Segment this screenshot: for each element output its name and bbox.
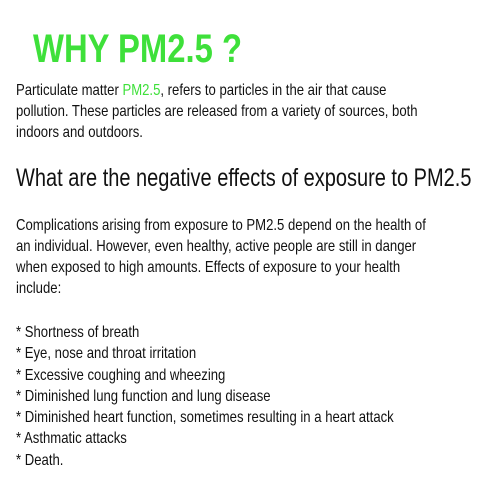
list-item: * Diminished lung function and lung disease [16, 387, 271, 405]
list-item: * Shortness of breath [16, 324, 140, 341]
list-item: * Death. [16, 451, 64, 469]
list-item: * Excessive coughing and wheezing [16, 366, 226, 384]
intro-highlight: PM2.5 [122, 82, 161, 99]
effects-list [16, 322, 475, 471]
list-item: * Asthmatic attacks [16, 430, 127, 448]
intro-paragraph [16, 80, 442, 143]
intro-text-before: Particulate matter [16, 82, 123, 99]
title-prefix: WHY [33, 27, 119, 71]
body-paragraph [16, 215, 442, 299]
intro-text-after: , refers to particles in the air that cause pollution. These particles are released from a variety of sources, both indoors and outdoors. [16, 82, 418, 141]
list-item: * Eye, nose and throat irritation [16, 345, 197, 363]
body-text: Complications arising from exposure to PM2.5 depend on the health of an individual. However, even healthy, active people are still in danger when exposed to high amounts. Effects of exposure to your health include: [16, 217, 426, 297]
title-highlight: PM2.5 ? [118, 27, 242, 71]
list-item: * Diminished heart function, sometimes resulting in a heart attack [16, 409, 394, 427]
page-title [33, 27, 242, 71]
section-heading: What are the negative effects of exposure to PM2.5 [16, 164, 472, 192]
